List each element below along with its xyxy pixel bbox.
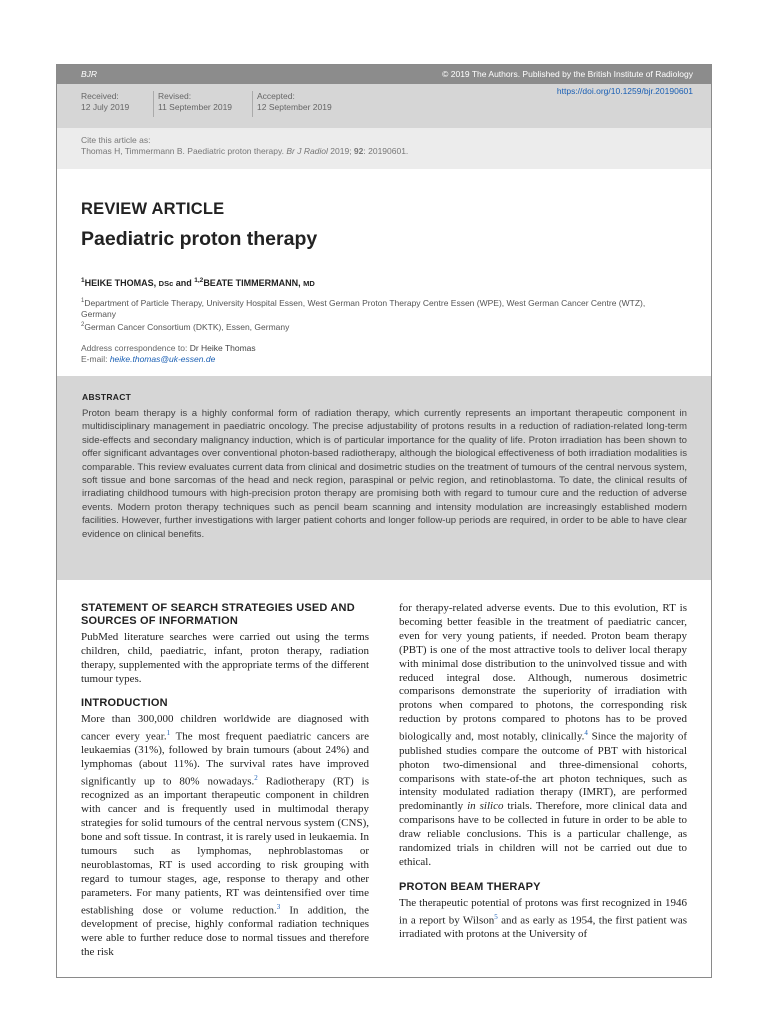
reference-link[interactable]: 2: [254, 773, 258, 782]
copyright-notice: © 2019 The Authors. Published by the British Institute of Radiology: [442, 69, 693, 79]
doi-link[interactable]: https://doi.org/10.1259/bjr.20190601: [556, 86, 693, 96]
section-heading-proton-beam-therapy: PROTON BEAM THERAPY: [399, 880, 541, 893]
section-heading-search-strategies: STATEMENT OF SEARCH STRATEGIES USED AND SOURCES OF INFORMATION: [81, 602, 355, 627]
revised-date: Revised: 11 September 2019: [153, 91, 232, 117]
journal-header-bar: [57, 65, 711, 84]
affiliation-2: $^2$German Cancer Consortium (DKTK), Essen, Germany: [81, 321, 290, 332]
section-heading-introduction: INTRODUCTION: [81, 696, 168, 709]
email-link[interactable]: heike.thomas@uk-essen.de: [109, 354, 216, 364]
section-text-introduction: More than 300,000 children worldwide are diagnosed with cancer every year.$^1$ The most frequent paediatric cancers are leukaemias (31%), followed by brain tumours (about 24%) and lymphomas (about 11%). The survival rates have improved significantly up to 80% nowadays.$^2$ Radiotherapy (RT) is recognized as an important therapeutic component in children with cancer and is frequently used in multimodal therapy strategies for solid tumours of the central nervous system (CNS), bone and soft tissue. In contrast, it is rarely used in leukaemia. In tumours such as lymphomas, nephroblastomas or neuroblastomas, RT is used according to risk grouping with regard to tumour stages, age, response to therapy and other parameters. For many patients, RT was deintensified over time establishing dose or volume reduction.$^3$ In addition, the development of precise, highly conformal radiation techniques were able to further reduce dose to normal tissues and therefore the risk: [81, 712, 370, 959]
section-text-continued: for therapy-related adverse events. Due to this evolution, RT is becoming better feasible in the treatment of paediatric cancer, even for very young patients, if needed. Proton beam therapy (PBT) is one of the most attractive tools to deliver local therapy with minimal dose distribution to the uninvolved tissue and with reduced integral dose. Although, numerous dosimetric comparisons demonstrate the superiority of irradiation with protons when compared to photons, the corresponding risk reduction by protons compared to photons has to be proved biologically and, most notably, clinically.$^4$ Since the majority of published studies compare the outcome of PBT with historical photon two-dimensional and three-dimensional cohorts, comparisons with state-of-the art photon techniques, such as intensity modulated radiation therapy (IMRT), are performed predominantly in silico trials. Therefore, more clinical data and comparisons have to be collected in future in order to be able to draw reliable conclusions. This is a particular challenge, as randomized trials in children will not be carried out due to ethical.: [399, 602, 687, 868]
right-column: [399, 602, 687, 942]
affiliation-1: $^1$Department of Particle Therapy, University Hospital Essen, West German Proton Therapy Centre Essen (WPE), West German Cancer Centre (WTZ), Germany: [81, 297, 646, 319]
abstract-heading: ABSTRACT: [82, 392, 132, 402]
journal-name: BJR: [81, 69, 98, 79]
reference-link[interactable]: 3: [276, 902, 281, 911]
left-column: [81, 602, 369, 960]
citation-box: [57, 128, 711, 169]
publication-dates: [57, 84, 711, 128]
abstract-text: Proton beam therapy is a highly conformal form of radiation therapy, which currently represents an important therapeutic component in multidisciplinary management in paediatric oncology. The precise adjustability of protons results in a reduction of radiation-related long-term side-effects and secondary malignancy induction, which is of particular importance for the quality of life. Proton irradiation has been shown to offer significant advantages over conventional photon-based radiotherapy, although the biological effectiveness of both irradiation modalities is comparable. This review evaluates current data from clinical and dosimetric studies on the treatment of tumours of the central nervous system, soft tissue and bone sarcomas of the head and neck region, paraspinal or pelvic region, and retinoblastoma. To date, the clinical results of irradiating childhood tumours with high-precision proton therapy are promising both with regard to tumour cure and the reduction of adverse events. Modern proton therapy techniques such as pencil beam scanning and intensity modulation are increasingly established modern facilities. However, further investigations with larger patient cohorts and longer follow-up periods are required, in order to be able to have clear evidence on clinical benefits.: [82, 408, 687, 540]
article-page: [56, 64, 712, 978]
section-text-search-strategies: PubMed literature searches were carried out using the terms children, child, paediatric, infant, proton therapy, radiation therapy, supplemented with the appropriate terms of the different tumour types.: [81, 631, 369, 685]
affiliations: [81, 296, 681, 333]
cite-label: Cite this article as:: [81, 135, 151, 145]
accepted-date: Accepted: 12 September 2019: [252, 91, 332, 117]
article-title: Paediatric proton therapy: [81, 228, 318, 250]
reference-link[interactable]: 5: [494, 912, 498, 921]
reference-link[interactable]: 4: [584, 729, 588, 738]
cite-text: Thomas H, Timmermann B. Paediatric proton therapy. Br J Radiol 2019; 92: 20190601.: [81, 146, 409, 156]
reference-link[interactable]: 1: [166, 728, 171, 737]
section-text-proton-beam-therapy: The therapeutic potential of protons was first recognized in 1946 in a report by Wilson$^5$ and as early as 1954, the first patient was irradiated with protons at the University of: [399, 896, 688, 941]
correspondence: Address correspondence to: Dr Heike Thomas E-mail: heike.thomas@uk-essen.de: [81, 343, 256, 364]
article-type: REVIEW ARTICLE: [81, 200, 225, 218]
author-list: $^1$HEIKE THOMAS, DSc and $^{1,2}$BEATE TIMMERMANN, MD: [81, 277, 315, 288]
abstract-box: [57, 376, 711, 580]
received-date: Received: 12 July 2019: [81, 91, 130, 112]
article-heading: [81, 200, 691, 251]
